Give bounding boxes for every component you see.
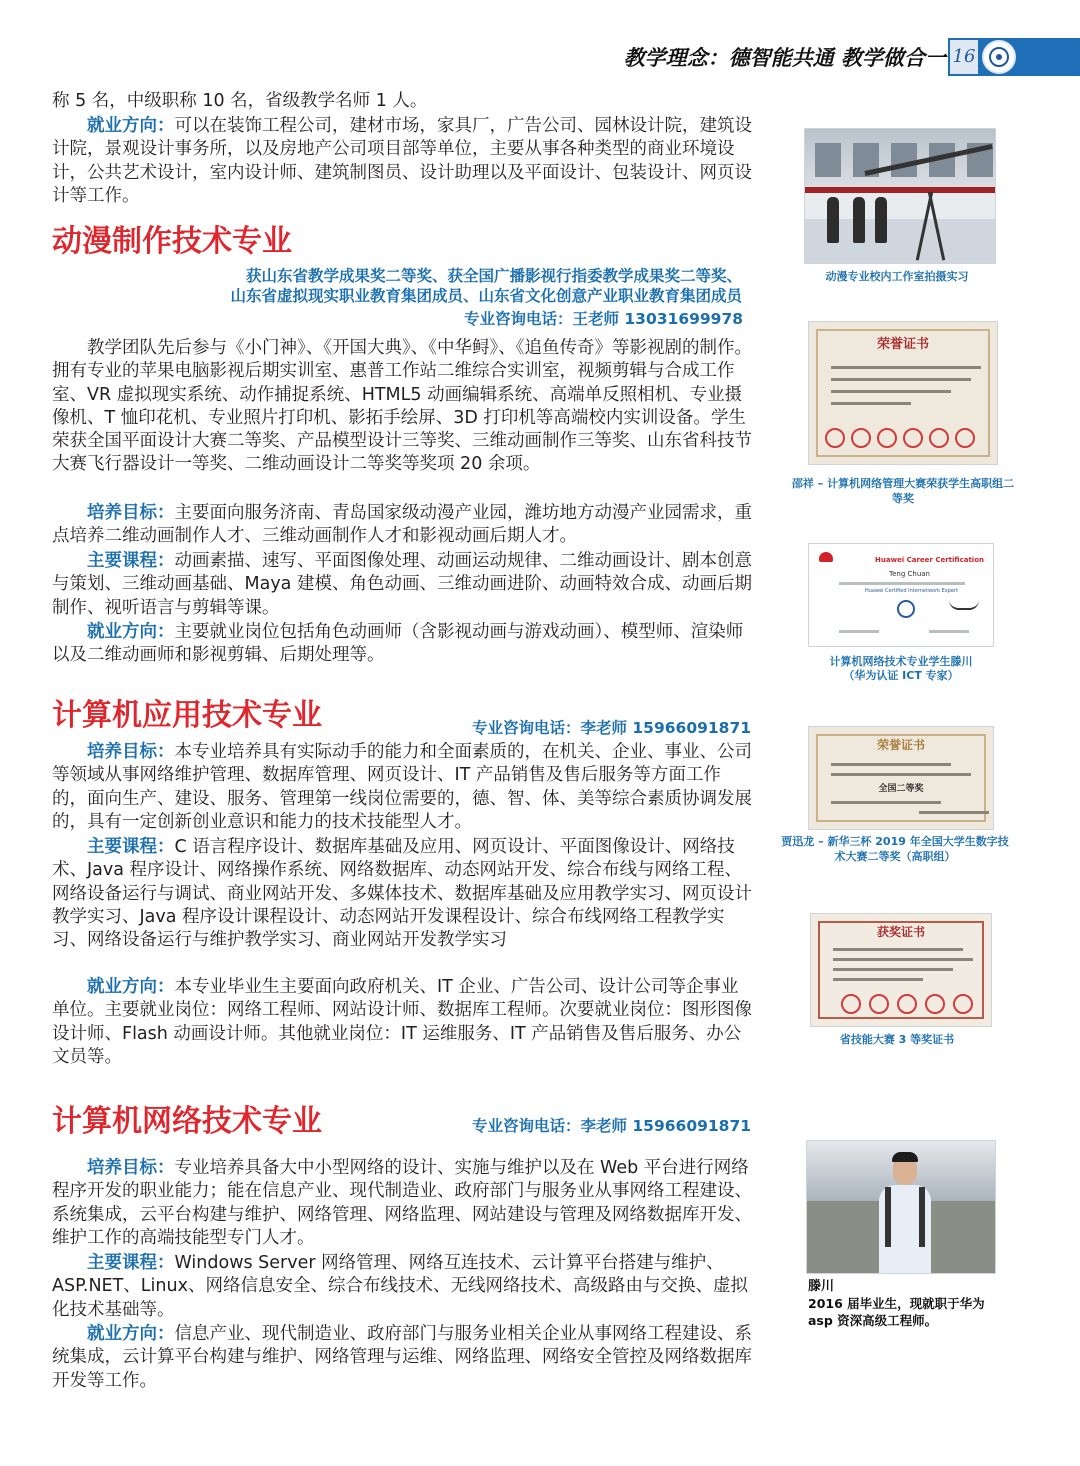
intro-line: 称 5 名，中级职称 10 名，省级教学名师 1 人。 (52, 91, 428, 111)
cert2-title: Huawei Career Certification (875, 556, 984, 564)
cert2-name: Teng Chuan (889, 570, 930, 578)
graduate-desc: 2016 届毕业生，现就职于华为 asp 资深高级工程师。 (808, 1296, 985, 1328)
animation-courses-text: 动画素描、速写、平面图像处理、动画运动规律、二维动画设计、剧本创意与策划、三维动画基础、Maya 建模、角色动画、三维动画进阶、动画特效合成、动画后期制作、视听语言与剪辑等课。 (52, 551, 752, 618)
animation-courses (52, 550, 752, 620)
network-goal-text: 专业培养具备大中小型网络的设计、实施与维护以及在 Web 平台进行网络程序开发的职业能力；能在信息产业、现代制造业、政府部门与服务业从事网络工程建设、系统集成，云平台构建与维护、网络管理、网络监理、网站建设与管理及网络数据库开发、维护工作的高端技能型专门人才。 (52, 1158, 752, 1248)
page-number: 16 (950, 40, 978, 74)
computer-app-title: 计算机应用技术专业 (52, 698, 322, 733)
network-goal (52, 1157, 752, 1250)
computer-app-employment (52, 976, 752, 1069)
caption-award-cert: 省技能大赛 3 等奖证书 (839, 1033, 955, 1046)
huawei-certificate (808, 543, 994, 647)
honor-certificate-2 (808, 726, 994, 830)
animation-goal-label: 培养目标： (87, 503, 175, 523)
computer-app-phone: 专业咨询电话：李老师 15966091871 (472, 719, 752, 737)
animation-title: 动漫制作技术专业 (52, 224, 292, 259)
computer-app-courses-text: C 语言程序设计、数据库基础及应用、网页设计、平面图像设计、网络技术、Java 程序设计、网络操作系统、网络数据库、动态网站开发、综合布线与网络工程、网络设备运行与调试、商业网站开发、多媒体技术、数据库基础及应用教学实习、网页设计教学实习、Java 程序设计课程设计、动态网站开发课程设计、综合布线网络工程教学实习、网络设备运行与维护教学实习、商业网站开发教学实习 (52, 837, 752, 951)
caption-huawei-1: 计算机网络技术专业学生滕川 (829, 655, 973, 668)
network-courses-label: 主要课程： (87, 1253, 175, 1273)
network-courses-text: Windows Server 网络管理、网络互连技术、云计算平台搭建与维护、ASP.NET、Linux、网络信息安全、综合布线技术、无线网络技术、高级路由与交换、虚拟化技术基础等。 (52, 1253, 748, 1320)
computer-app-goal-text: 本专业培养具有实际动手的能力和全面素质的，在机关、企业、事业、公司等领域从事网络维护管理、数据库管理、网页设计、IT 产品销售及售后服务等方面工作的，面向生产、建设、服务、管理第一线岗位需要的，德、智、体、美等综合素质协调发展的，具有一定创新创业意识和能力的技术技能型人才。 (52, 742, 752, 832)
intro-employment-label: 就业方向： (87, 116, 175, 136)
animation-description: 教学团队先后参与《小门神》、《开国大典》、《中华鲟》、《追鱼传奇》等影视剧的制作。拥有专业的苹果电脑影视后期实训室、惠普工作站二维综合实训室，视频剪辑与合成工作室、VR 虚拟现实系统、动作捕捉系统、HTML5 动画编辑系统、高端单反照相机、专业摄像机、T 恤印花机、专业照片打印机、影拓手绘屏、3D 打印机等高端校内实训设备。学生荣获全国平面设计大赛二等奖、产品模型设计三等奖、三维动画制作三等奖、山东省科技节大赛飞行器设计一等奖、二维动画设计二等奖等奖项 20 余项。 (52, 338, 752, 475)
intro-employment-text: 可以在装饰工程公司，建材市场，家具厂，广告公司、园林设计院，建筑设计院，景观设计事务所，以及房地产公司项目部等单位，主要从事各种类型的商业环境设计，公共艺术设计，室内设计师、建筑制图员、设计助理以及平面设计、包装设计、网页设计等工作。 (52, 116, 752, 206)
caption-studio: 动漫专业校内工作室拍摄实习 (825, 270, 969, 283)
computer-app-employment-text: 本专业毕业生主要面向政府机关、IT 企业、广告公司、设计公司等企事业单位。主要就业岗位：网络工程师、网站设计师、数据库工程师。次要就业岗位：图形图像设计师、Flash 动画设计师。其他就业岗位：IT 运维服务、IT 产品销售及售后服务、办公文员等。 (52, 977, 752, 1067)
studio-shooting-photo (804, 128, 996, 264)
computer-app-employment-label: 就业方向： (87, 977, 175, 997)
computer-app-courses-label: 主要课程： (87, 837, 175, 857)
cert1-title: 荣誉证书 (876, 337, 929, 352)
network-employment-label: 就业方向： (87, 1324, 175, 1344)
network-title: 计算机网络技术专业 (52, 1104, 322, 1139)
network-phone: 专业咨询电话：李老师 15966091871 (472, 1117, 752, 1135)
animation-award-line1: 获山东省教学成果奖二等奖、获全国广播影视行指委教学成果奖二等奖、 (245, 267, 742, 285)
computer-app-goal (52, 741, 752, 834)
caption-cert-2: 贾迅龙 – 新华三杯 2019 年全国大学生数字技术大赛二等奖（高职组） (781, 835, 1009, 863)
network-goal-label: 培养目标： (87, 1158, 175, 1178)
intro-employment (52, 115, 752, 208)
animation-award-line2: 山东省虚拟现实职业教育集团成员、山东省文化创意产业职业教育集团成员 (230, 287, 742, 305)
graduate-name: 滕川 (808, 1279, 835, 1294)
cert2-sub: Huawei Certified Internetwork Expert (865, 588, 959, 594)
computer-app-goal-label: 培养目标： (87, 742, 175, 762)
header-motto: 教学理念：德智能共通 教学做合一 (623, 45, 946, 70)
animation-employment-label: 就业方向： (87, 622, 175, 642)
cert3-title: 荣誉证书 (876, 738, 925, 752)
network-employment (52, 1323, 752, 1393)
huawei-logo-icon (819, 552, 833, 562)
cert3-line: 全国二等奖 (878, 784, 924, 794)
animation-employment-text: 主要就业岗位包括角色动画师（含影视动画与游戏动画）、模型师、渲染师以及二维动画师和影视剪辑、后期处理等。 (52, 622, 744, 666)
caption-huawei-2: （华为认证 ICT 专家） (843, 669, 959, 682)
graduate-photo (806, 1140, 996, 1274)
animation-employment (52, 621, 752, 668)
school-logo-icon (982, 40, 1016, 74)
network-courses (52, 1252, 752, 1322)
animation-courses-label: 主要课程： (87, 551, 175, 571)
cert4-title: 获奖证书 (876, 925, 925, 939)
caption-cert-1: 邵祥 – 计算机网络管理大赛荣获学生高职组二等奖 (791, 477, 1015, 505)
honor-certificate-1 (808, 321, 998, 465)
animation-goal-text: 主要面向服务济南、青岛国家级动漫产业园，潍坊地方动漫产业园需求，重点培养二维动画制作人才、三维动画制作人才和影视动画后期人才。 (52, 503, 752, 547)
computer-app-courses (52, 836, 752, 952)
network-employment-text: 信息产业、现代制造业、政府部门与服务业相关企业从事网络工程建设、系统集成，云计算平台构建与维护、网络管理与运维、网络监理、网络安全管控及网络数据库开发等工作。 (52, 1324, 752, 1391)
award-certificate (810, 913, 992, 1027)
animation-phone: 专业咨询电话：王老师 13031699978 (464, 310, 744, 328)
animation-goal (52, 502, 752, 549)
